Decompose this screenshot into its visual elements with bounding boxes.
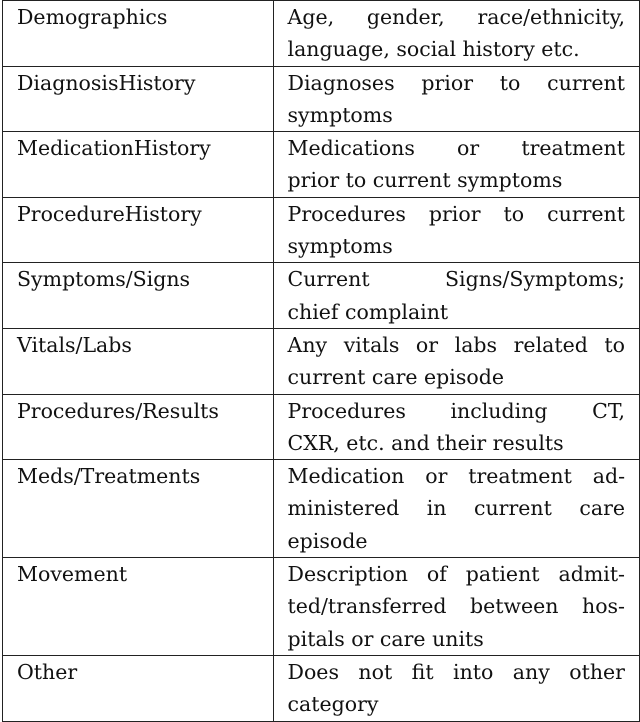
description-line: category [287, 692, 379, 717]
category-cell: ProcedureHistory [3, 197, 274, 263]
description-cell [273, 394, 639, 460]
category-cell: Meds/Treatments [3, 460, 274, 558]
description-line: Procedures prior to current [287, 201, 625, 226]
category-cell: Symptoms/Signs [3, 263, 274, 329]
table-row [3, 460, 640, 558]
description-line: Description of patient admit- [287, 562, 625, 587]
category-cell: Demographics [3, 1, 274, 67]
category-cell: Other [3, 655, 274, 721]
table-row [3, 1, 640, 67]
description-line: Medications or treatment [287, 136, 625, 161]
description-line: ministered in current care [287, 496, 625, 521]
category-cell: MedicationHistory [3, 132, 274, 198]
description-line: Any vitals or labs related to [287, 332, 625, 357]
table-row [3, 66, 640, 132]
table-row [3, 263, 640, 329]
description-line: Current Signs/Symptoms; [287, 267, 625, 292]
category-cell: DiagnosisHistory [3, 66, 274, 132]
description-line: episode [287, 528, 368, 553]
description-line: CXR, etc. and their results [287, 430, 564, 455]
table-row [3, 328, 640, 394]
category-cell: Procedures/Results [3, 394, 274, 460]
description-line: ted/transferred between hos- [287, 594, 625, 619]
description-cell [273, 460, 639, 558]
description-cell [273, 328, 639, 394]
description-cell [273, 132, 639, 198]
description-line: Medication or treatment ad- [287, 464, 625, 489]
category-cell: Movement [3, 558, 274, 656]
description-line: symptoms [287, 102, 393, 127]
description-line: current care episode [287, 365, 504, 390]
description-line: chief complaint [287, 299, 449, 324]
description-line: language, social history etc. [287, 37, 580, 62]
description-cell [273, 655, 639, 721]
table-row [3, 558, 640, 656]
description-line: Does not fit into any other [287, 659, 625, 684]
description-cell [273, 66, 639, 132]
description-line: pitals or care units [287, 626, 484, 651]
description-line: Age, gender, race/ethnicity, [287, 5, 625, 29]
description-line: Diagnoses prior to current [287, 70, 625, 95]
description-line: Procedures including CT, [287, 398, 625, 423]
description-cell [273, 263, 639, 329]
description-cell [273, 1, 639, 67]
category-cell: Vitals/Labs [3, 328, 274, 394]
description-cell [273, 558, 639, 656]
description-cell [273, 197, 639, 263]
table-row [3, 132, 640, 198]
table-row [3, 197, 640, 263]
table-row [3, 394, 640, 460]
category-table [2, 0, 640, 722]
table-row [3, 655, 640, 721]
description-line: symptoms [287, 234, 393, 259]
description-line: prior to current symptoms [287, 168, 563, 193]
